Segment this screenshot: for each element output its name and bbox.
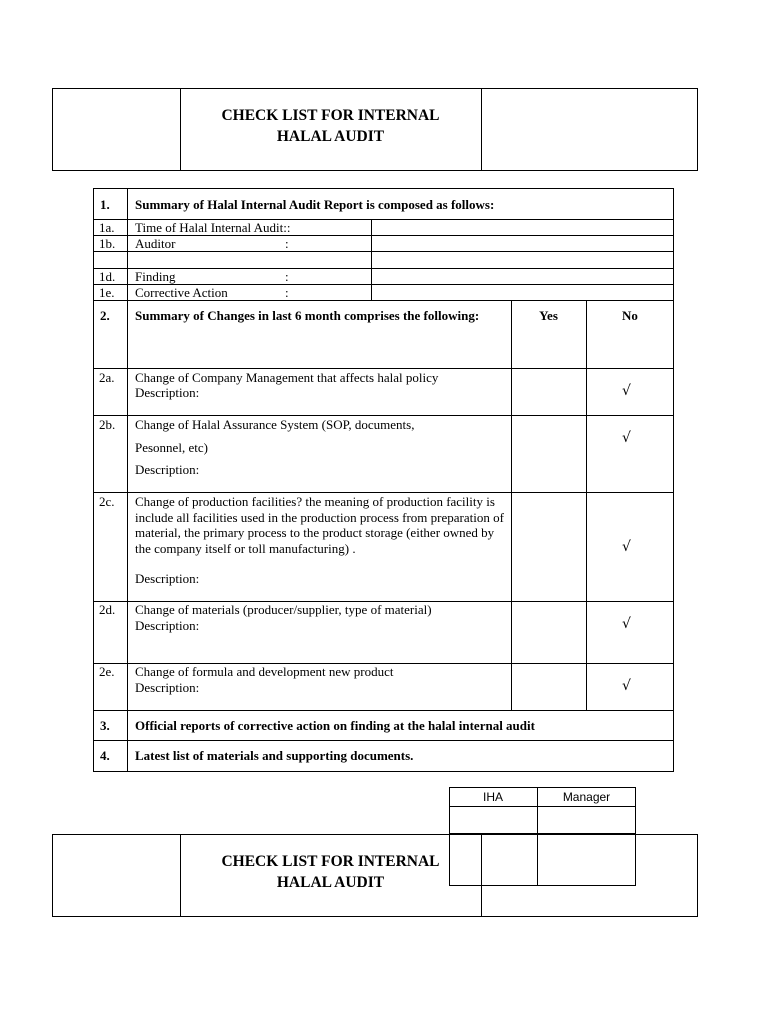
item-2a-text: Change of Company Management that affects halal policy (135, 370, 439, 385)
row-line (93, 740, 674, 741)
footer-title-line1: CHECK LIST FOR INTERNAL (221, 853, 440, 870)
number-column-divider (127, 188, 128, 772)
section4-number: 4. (100, 748, 110, 763)
item-2b-text: Change of Halal Assurance System (SOP, documents, (135, 417, 415, 432)
signature-row-line (449, 833, 636, 834)
item-2e-number: 2e. (99, 664, 115, 679)
section1-number: 1. (100, 197, 110, 212)
item-2b-description: Description: (135, 462, 200, 477)
signature-header-line (449, 806, 636, 807)
row-line (93, 710, 674, 711)
item-2c-no-checkmark: √ (622, 539, 631, 555)
item-2b-number: 2b. (99, 417, 116, 432)
item-2d-description: Description: (135, 618, 200, 633)
page-title (180, 105, 481, 147)
item-2e-text: Change of formula and development new product (135, 664, 394, 679)
item-2e-description: Description: (135, 680, 200, 695)
section2-heading: Summary of Changes in last 6 month comprises the following: (135, 308, 480, 323)
header-divider-right (481, 88, 482, 171)
item-2d-number: 2d. (99, 602, 116, 617)
yes-column-divider (511, 300, 512, 710)
signature-header-iha: IHA (482, 790, 503, 804)
footer-title-line2: HALAL AUDIT (276, 874, 385, 891)
row-1d-number: 1d. (99, 269, 116, 284)
row-1e-colon: : (285, 285, 289, 300)
item-2c-text: Change of production facilities? the meaning of production facility is include all facilities used in the production process from preparation of material, the primary process to the product storage (either owned by the company itself or toll manufacturing) . (135, 494, 504, 556)
section4-text: Latest list of materials and supporting documents. (135, 748, 414, 763)
item-2a-number: 2a. (99, 370, 115, 385)
item-2d-text: Change of materials (producer/supplier, type of material) (135, 602, 432, 617)
row-1b-colon: : (285, 236, 289, 251)
item-2a-no-checkmark: √ (622, 383, 631, 399)
item-2c-description: Description: (135, 571, 200, 586)
section3-number: 3. (100, 718, 110, 733)
row-1b-number: 1b. (99, 236, 116, 251)
row-1e-label: Corrective Action (135, 285, 228, 300)
no-column-header: No (622, 308, 638, 323)
row-1a-label: Time of Halal Internal Audit:: (135, 220, 291, 235)
row-1a-number: 1a. (99, 220, 115, 235)
row-line (93, 251, 674, 252)
no-column-divider (586, 300, 587, 710)
row-1e-number: 1e. (99, 285, 115, 300)
item-2b-no-checkmark: √ (622, 430, 631, 446)
section1-heading: Summary of Halal Internal Audit Report is composed as follows: (135, 197, 495, 212)
row-1d-label: Finding (135, 269, 176, 284)
footer-title (180, 851, 481, 893)
row-1d-colon: : (285, 269, 289, 284)
row-1b-label: Auditor (135, 236, 176, 251)
item-2a-description: Description: (135, 385, 200, 400)
row-line (93, 268, 674, 269)
signature-header-manager: Manager (562, 790, 611, 804)
yes-column-header: Yes (539, 308, 558, 323)
item-2c-number: 2c. (99, 494, 115, 509)
page-title-line1: CHECK LIST FOR INTERNAL (221, 107, 440, 124)
section3-text: Official reports of corrective action on finding at the halal internal audit (135, 718, 535, 733)
item-2d-no-checkmark: √ (622, 616, 631, 632)
section2-number: 2. (100, 308, 110, 323)
item-2e-no-checkmark: √ (622, 678, 631, 694)
value-column-divider (371, 219, 372, 300)
page-title-line2: HALAL AUDIT (276, 128, 385, 145)
item-2b-text-line2: Pesonnel, etc) (135, 440, 208, 455)
